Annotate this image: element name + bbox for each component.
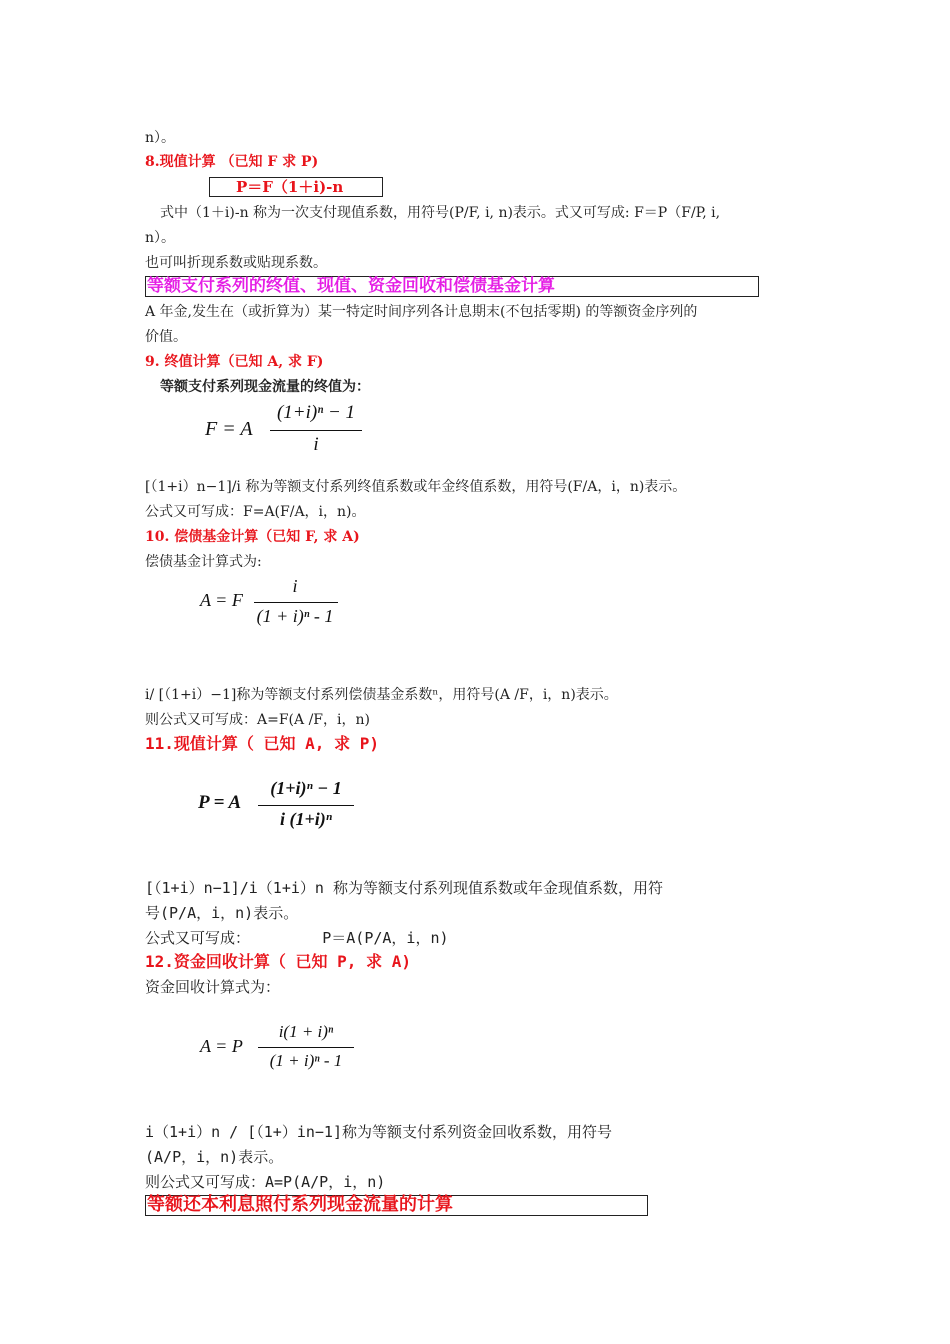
text-line: 则公式又可写成：A=P(A/P，i，n) <box>145 1173 386 1191</box>
formula-lhs: P = A <box>198 792 242 813</box>
banner-heading: 等额支付系列的终值、现值、资金回收和偿债基金计算 <box>147 276 555 296</box>
text-line: 式中（1＋i)-n 称为一次支付现值系数，用符号(P/F, i, n)表示。式又可写成: F＝P（F/P, i, <box>160 205 721 221</box>
section-title-12: 12.资金回收计算（ 已知 P, 求 A) <box>145 952 411 971</box>
formula-denominator: (1 + i)ⁿ - 1 <box>256 606 334 626</box>
formula-numerator: i <box>292 576 298 596</box>
formula-box <box>209 177 383 197</box>
text-line: i/ [（1+i）−1]称为等额支付系列偿债基金系数ⁿ，用符号(A /F，i，n)表示。 <box>145 687 618 703</box>
banner-box <box>145 276 759 297</box>
formula-lhs: A = P <box>200 1036 243 1056</box>
formula-lhs: F = A <box>205 418 253 440</box>
text-line: 价值。 <box>145 329 187 345</box>
text-line: i（1+i）n / [（1+）in−1]称为等额支付系列资金回收系数，用符号 <box>145 1123 612 1141</box>
text-line: 号(P/A，i，n)表示。 <box>145 904 299 922</box>
formula-denominator: (1 + i)ⁿ - 1 <box>269 1051 343 1070</box>
text-line: n）。 <box>145 230 176 246</box>
section-title-11: 11.现值计算（ 已知 A, 求 P) <box>145 734 379 753</box>
text-line: 公式又可写成：F=A(F/A，i，n)。 <box>145 504 366 520</box>
formula-denominator: i <box>313 434 319 455</box>
text-line: 等额支付系列现金流量的终值为： <box>160 379 370 395</box>
fraction-bar <box>254 602 338 603</box>
fraction-bar <box>270 430 362 431</box>
formula-numerator: (1+i)ⁿ − 1 <box>276 402 356 423</box>
text-line: n）。 <box>145 130 176 146</box>
fraction-bar <box>258 1047 354 1048</box>
text-line: [（1+i）n−1]/i（1+i）n 称为等额支付系列现值系数或年金现值系数，用符 <box>145 879 663 897</box>
text-line: [（1+i）n−1]/i 称为等额支付系列终值系数或年金终值系数，用符号(F/A，i，n)表示。 <box>145 479 687 495</box>
section-title-10: 10. 偿债基金计算（已知 F, 求 A) <box>145 529 360 545</box>
fraction-bar <box>258 805 354 806</box>
formula-lhs: A = F <box>200 590 243 610</box>
text-line: (A/P，i，n)表示。 <box>145 1148 284 1166</box>
text-line: A 年金,发生在（或折算为）某一特定时间序列各计息期末(不包括零期) 的等额资金序列的 <box>145 304 698 320</box>
section-title-9: 9. 终值计算（已知 A, 求 F) <box>145 354 324 370</box>
text-line: 资金回收计算式为： <box>145 978 281 996</box>
text-line: 偿债基金计算式为: <box>145 554 262 570</box>
text-line: 则公式又可写成：A=F(A /F，i，n) <box>145 712 370 728</box>
banner-box <box>145 1195 648 1216</box>
text-line: 公式又可写成： P＝A(P/A，i，n) <box>145 929 449 947</box>
formula-numerator: (1+i)ⁿ − 1 <box>270 778 342 798</box>
formula-p-f: P＝F（1＋i)-n <box>236 178 344 196</box>
formula-denominator: i (1+i)ⁿ <box>279 809 332 829</box>
formula-numerator: i(1 + i)ⁿ <box>278 1022 334 1041</box>
text-line: 也可叫折现系数或贴现系数。 <box>145 255 327 271</box>
banner-heading: 等额还本利息照付系列现金流量的计算 <box>147 1194 453 1215</box>
section-title-8: 8.现值计算 （已知 F 求 P) <box>145 154 319 170</box>
